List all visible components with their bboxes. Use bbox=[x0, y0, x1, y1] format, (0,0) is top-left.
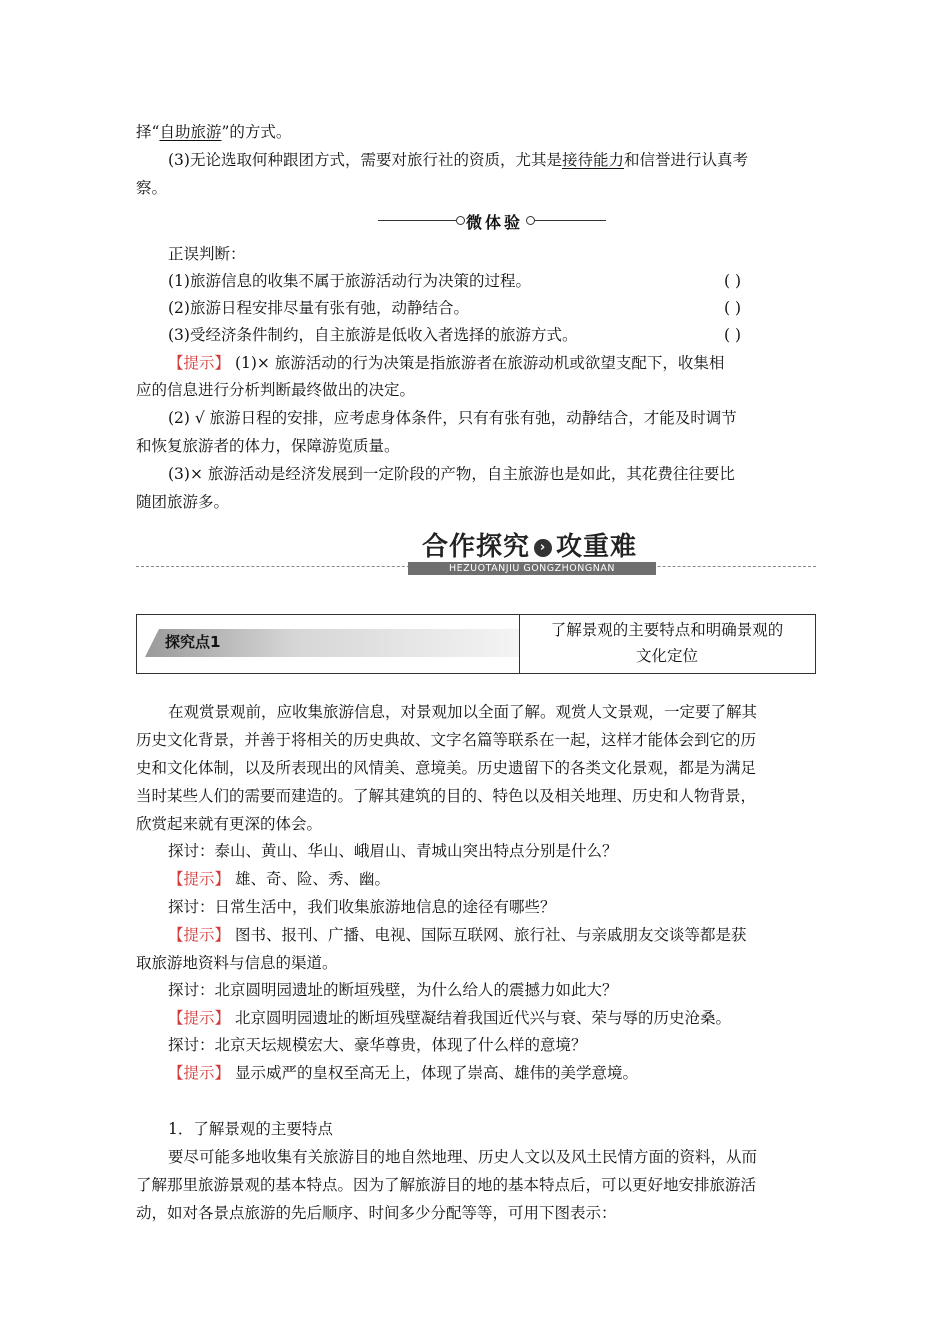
text-run: 雄、奇、险、秀、幽。 bbox=[230, 870, 390, 888]
question-line: 探讨：北京圆明园遗址的断垣残壁，为什么给人的震撼力如此大？ bbox=[168, 981, 618, 999]
weitiyan-divider bbox=[378, 208, 606, 234]
answer-line bbox=[168, 1008, 731, 1028]
judge-item: (1)旅游信息的收集不属于旅游活动行为决策的过程。 bbox=[168, 272, 531, 290]
answer-line: 应的信息进行分析判断最终做出的决定。 bbox=[136, 381, 416, 399]
question-line: 探讨：北京天坛规模宏大、豪华尊贵，体现了什么样的意境？ bbox=[168, 1036, 587, 1054]
section-banner bbox=[136, 524, 816, 576]
answer-line: (3)× 旅游活动是经济发展到一定阶段的产物，自主旅游也是如此，其花费往往要比 bbox=[168, 465, 735, 483]
paragraph-line: 动，如对各景点旅游的先后顺序、时间多少分配等等，可用下图表示： bbox=[136, 1204, 617, 1222]
text-run: 显示威严的皇权至高无上，体现了崇高、雄伟的美学意境。 bbox=[230, 1064, 638, 1082]
topic-line: 了解景观的主要特点和明确景观的 bbox=[550, 621, 784, 639]
divider-rule bbox=[534, 220, 606, 221]
paragraph-line: 欣赏起来就有更深的体会。 bbox=[136, 815, 323, 833]
paragraph-line: 了解那里旅游景观的基本特点。因为了解旅游目的地的基本特点后，可以更好地安排旅游活 bbox=[136, 1176, 757, 1194]
text-run: 北京圆明园遗址的断垣残壁凝结着我国近代兴与衰、荣与辱的历史沧桑。 bbox=[230, 1009, 731, 1027]
text-run: ”的方式。 bbox=[221, 123, 292, 141]
section-heading: 1．了解景观的主要特点 bbox=[168, 1120, 333, 1138]
text-run: (1)× 旅游活动的行为决策是指旅游者在旅游动机或欲望支配下，收集相 bbox=[230, 354, 725, 372]
hint-label: 【提示】 bbox=[168, 870, 231, 888]
paragraph-line bbox=[168, 150, 748, 170]
paragraph-line: 要尽可能多地收集有关旅游目的地自然地理、历史人文以及风土民情方面的资料，从而 bbox=[168, 1148, 758, 1166]
hint-label: 【提示】 bbox=[168, 354, 231, 372]
answer-blank: ( ) bbox=[724, 326, 742, 344]
question-line: 探讨：泰山、黄山、华山、峨眉山、青城山突出特点分别是什么？ bbox=[168, 842, 618, 860]
judge-item: (2)旅游日程安排尽量有张有弛，动静结合。 bbox=[168, 299, 469, 317]
answer-line bbox=[168, 925, 746, 945]
text-run: 择“ bbox=[136, 123, 160, 141]
answer-line bbox=[168, 353, 724, 373]
answer-line bbox=[168, 869, 390, 889]
paragraph-line: 历史文化背景，并善于将相关的历史典故、文字名篇等联系在一起，这样才能体会到它的历 bbox=[136, 731, 757, 749]
tanjiu-label: 探究点1 bbox=[165, 633, 221, 651]
paragraph-line: 当时某些人们的需要而建造的。了解其建筑的目的、特色以及相关地理、历史和人物背景， bbox=[136, 787, 757, 805]
paragraph-line: 史和文化体制，以及所表现出的风情美、意境美。历史遗留下的各类文化景观，都是为满足 bbox=[136, 759, 757, 777]
tanjiu-topic bbox=[521, 617, 813, 669]
judge-title: 正误判断： bbox=[168, 245, 246, 263]
paragraph-line bbox=[136, 122, 291, 142]
answer-line: 取旅游地资料与信息的渠道。 bbox=[136, 954, 338, 972]
text-run: 和信誉进行认真考 bbox=[623, 151, 748, 169]
banner-title-b: 攻重难 bbox=[556, 532, 638, 562]
tanjiu-label-cell bbox=[137, 615, 519, 673]
banner-title bbox=[422, 526, 637, 563]
divider-dot bbox=[456, 216, 465, 225]
banner-subtitle: HEZUOTANJIU GONGZHONGNAN bbox=[408, 562, 656, 575]
answer-blank: ( ) bbox=[724, 299, 742, 317]
answer-line bbox=[168, 1063, 638, 1083]
hint-label: 【提示】 bbox=[168, 1064, 231, 1082]
answer-line: (2) √ 旅游日程的安排，应考虑身体条件，只有有张有弛，动静结合，才能及时调节 bbox=[168, 409, 737, 427]
answer-blank: ( ) bbox=[724, 272, 742, 290]
divider-rule bbox=[378, 220, 456, 221]
answer-line: 随团旅游多。 bbox=[136, 493, 230, 511]
cell-divider bbox=[519, 615, 520, 673]
underlined-term: 接待能力 bbox=[561, 151, 624, 169]
hint-label: 【提示】 bbox=[168, 926, 231, 944]
underlined-term: 自助旅游 bbox=[159, 123, 222, 141]
text-run: (3)无论选取何种跟团方式，需要对旅行社的资质，尤其是 bbox=[168, 151, 562, 169]
judge-item: (3)受经济条件制约，自主旅游是低收入者选择的旅游方式。 bbox=[168, 326, 578, 344]
tanjiu-box bbox=[136, 614, 816, 674]
paragraph-line: 在观赏景观前，应收集旅游信息，对景观加以全面了解。观赏人文景观，一定要了解其 bbox=[168, 703, 758, 721]
text-run: 图书、报刊、广播、电视、国际互联网、旅行社、与亲戚朋友交谈等都是获 bbox=[230, 926, 747, 944]
section-label: 微体验 bbox=[466, 213, 524, 232]
hint-label: 【提示】 bbox=[168, 1009, 231, 1027]
answer-line: 和恢复旅游者的体力，保障游览质量。 bbox=[136, 437, 400, 455]
banner-title-a: 合作探究 bbox=[422, 532, 531, 562]
chevron-right-icon: › bbox=[534, 539, 552, 557]
question-line: 探讨：日常生活中，我们收集旅游地信息的途径有哪些？ bbox=[168, 898, 556, 916]
topic-line: 文化定位 bbox=[635, 647, 698, 665]
paragraph-line: 察。 bbox=[136, 179, 168, 197]
